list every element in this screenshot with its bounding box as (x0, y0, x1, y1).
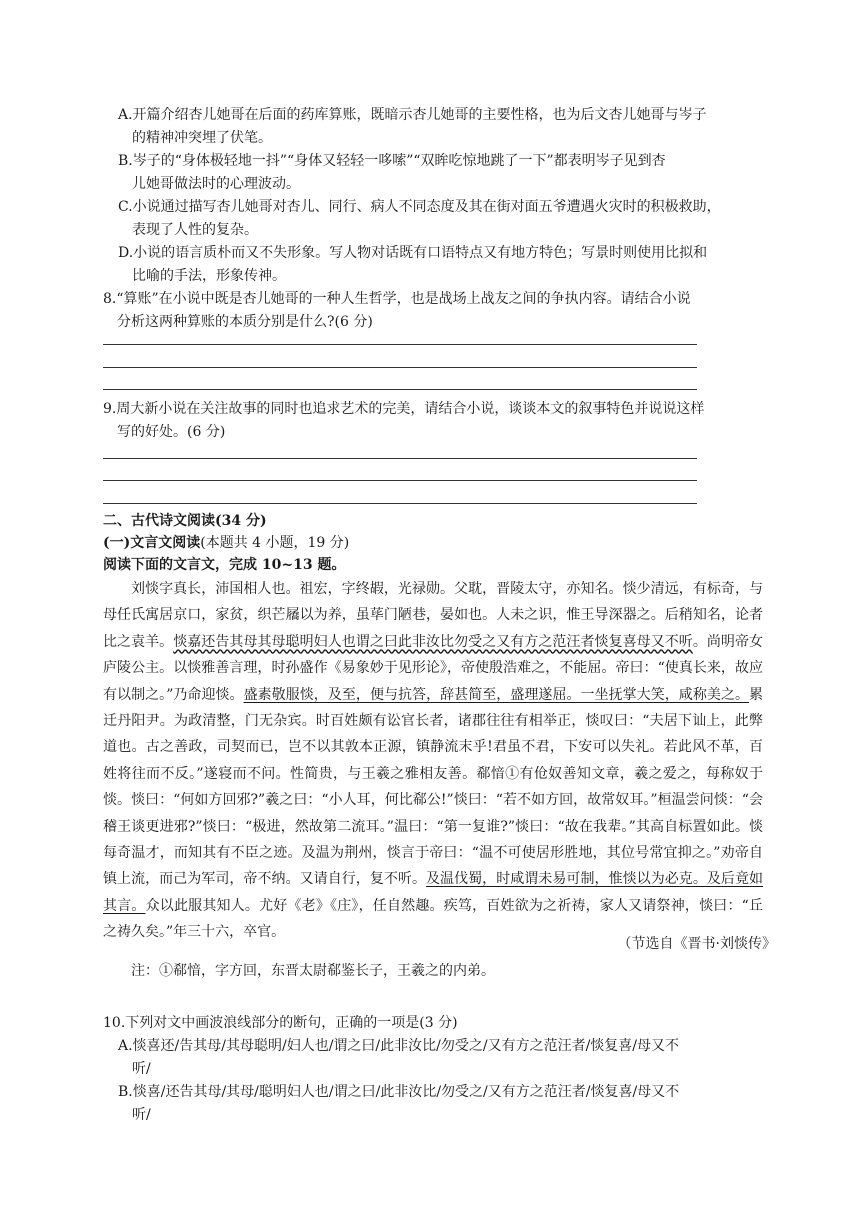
option-text: A.开篇介绍杏儿她哥在后面的药库算账，既暗示杏儿她哥的主要性格，也为后文杏儿她哥与岑子 (118, 107, 707, 123)
option-7b (118, 150, 764, 196)
question-9 (103, 398, 764, 444)
passage-text: 累迁丹阳尹。为政清整，门无杂宾。时百姓颇有讼官长者，诸郡往往有相举正，惔叹曰：“夫居下讪上，此弊道也。古之善政，司契而已，岂不以其敦本正源，镇静流末乎!君虽不君，下安可以失礼。若此风不革，百姓将往而不反。”遂寝而不问。性简贵，与王羲之雅相友善。郗愔①有伧奴善知文章，羲之爱之，每称奴于惔。惔曰：“何如方回邪?”羲之曰：“小人耳，何比郗公!”惔曰：“若不如方回，故常奴耳。”桓温尝问惔：“会稽王谈更进邪?”惔曰：“极进，然故第二流耳。”温曰：“第一复谁?”惔曰：“故在我辈。”其高自标置如此。惔每奇温才，而知其有不臣之迹。及温为荆州，惔言于帝曰：“温不可使居形胜地，其位号常宜抑之。”劝帝自镇上流，而己为军司，帝不纳。又请自行，复不听。 (103, 686, 763, 888)
option-10b (118, 1081, 764, 1127)
question-text: 9.周大新小说在关注故事的同时也追求艺术的完美，请结合小说，谈谈本文的叙事特色并说说这样 (103, 401, 705, 417)
option-text: B.岑子的“身体极轻地一抖”“身体又轻轻一哆嗦”“双眸吃惊地跳了一下”都表明岑子见到杏 (118, 153, 666, 169)
subsection-title: (一)文言文阅读 (103, 535, 201, 551)
option-text: A.惔喜还/告其母/其母聪明/妇人也/谓之曰/此非汝比/勿受之/又有方之范汪者/惔复喜/母又不 (118, 1038, 680, 1054)
passage-source: （节选自《晋书·刘惔传》 (617, 936, 776, 952)
option-text-cont: 比喻的手法，形象传神。 (132, 268, 286, 284)
option-text: D.小说的语言质朴而又不失形象。写人物对话既有口语特点又有地方特色；写景时则使用比拟和 (118, 245, 708, 261)
option-text-cont: 听/ (132, 1061, 151, 1077)
option-text-cont: 儿她哥做法时的心理波动。 (132, 176, 300, 192)
question-text: 10.下列对文中画波浪线部分的断句，正确的一项是(3 分) (103, 1015, 458, 1031)
option-7c (118, 196, 764, 242)
instruction: 阅读下面的文言文，完成 10~13 题。 (103, 557, 346, 573)
question-10 (103, 1012, 764, 1035)
question-8 (103, 288, 764, 334)
option-text: B.惔喜/还告其母/其母/聪明妇人也/谓之曰/此非汝比/勿受之/又有方之范汪者/惔复喜/母又不 (118, 1084, 680, 1100)
question-text: 8.“算账”在小说中既是杏儿她哥的一种人生哲学，也是战场上战友之间的争执内容。请结合小说 (103, 291, 691, 307)
wavy-underlined-text: 惔嘉还告其母其母聪明妇人也谓之曰此非汝比勿受之又有方之范汪者惔复喜母又不听 (173, 633, 693, 650)
question-text-cont: 分析这两种算账的本质分别是什么?(6 分) (117, 314, 373, 330)
underlined-sentence: 盛素敬服惔，及至，便与抗答，辞甚简至，盛理遂屈。一坐抚掌大笑，咸称美之。 (243, 686, 749, 703)
classical-passage (103, 576, 763, 946)
question-text-cont: 写的好处。(6 分) (117, 424, 226, 440)
answer-line[interactable] (103, 367, 697, 368)
answer-line[interactable] (103, 458, 697, 459)
option-text: C.小说通过描写杏儿她哥对杏儿、同行、病人不同态度及其在街对面五爷遭遇火灾时的积极救助， (118, 199, 721, 215)
answer-line[interactable] (103, 480, 697, 481)
option-7a (118, 104, 764, 150)
answer-line[interactable] (103, 344, 697, 345)
passage-paragraph (103, 576, 763, 946)
passage-text: 。尚明帝女庐陵公主。以惔雅善言理，时孙盛作《易象妙于见形论》，帝使殷浩难之，不能屈。帝曰：“使真长来，故应有以制之。”乃命迎惔。 (103, 633, 764, 703)
option-10a (118, 1035, 764, 1081)
underlined-sentence: 及温伐蜀，时咸谓未易可制，惟惔以为必克。及后竟如其言。 (103, 871, 763, 914)
option-text-cont: 听/ (132, 1107, 151, 1123)
subsection-note: (本题共 4 小题，19 分) (200, 535, 350, 551)
subsection-heading (103, 532, 349, 554)
section-heading: 二、古代诗文阅读(34 分) (103, 513, 267, 529)
answer-line[interactable] (103, 389, 697, 390)
answer-line[interactable] (103, 503, 697, 504)
option-text-cont: 的精神冲突埋了伏笔。 (132, 130, 272, 146)
passage-text: 众以此服其知人。尤好《老》《庄》，任自然趣。疾笃，百姓欲为之祈祷，家人又请祭神，惔曰：“丘之祷久矣。”年三十六，卒官。 (103, 897, 764, 941)
passage-text: 刘惔字真长，沛国相人也。祖宏，字终嘏，光禄勋。父耽，晋陵太守，亦知名。惔少清远，有标奇，与母任氏寓居京口，家贫，织芒屩以为养，虽荜门陋巷，晏如也。人未之识，惟王导深器之。后稍知名，论者比之袁羊。 (103, 581, 763, 650)
footnote: 注：①郗愔，字方回，东晋太尉郗鉴长子，王羲之的内弟。 (131, 963, 495, 979)
option-text-cont: 表现了人性的复杂。 (132, 222, 258, 238)
option-7d (118, 242, 764, 288)
